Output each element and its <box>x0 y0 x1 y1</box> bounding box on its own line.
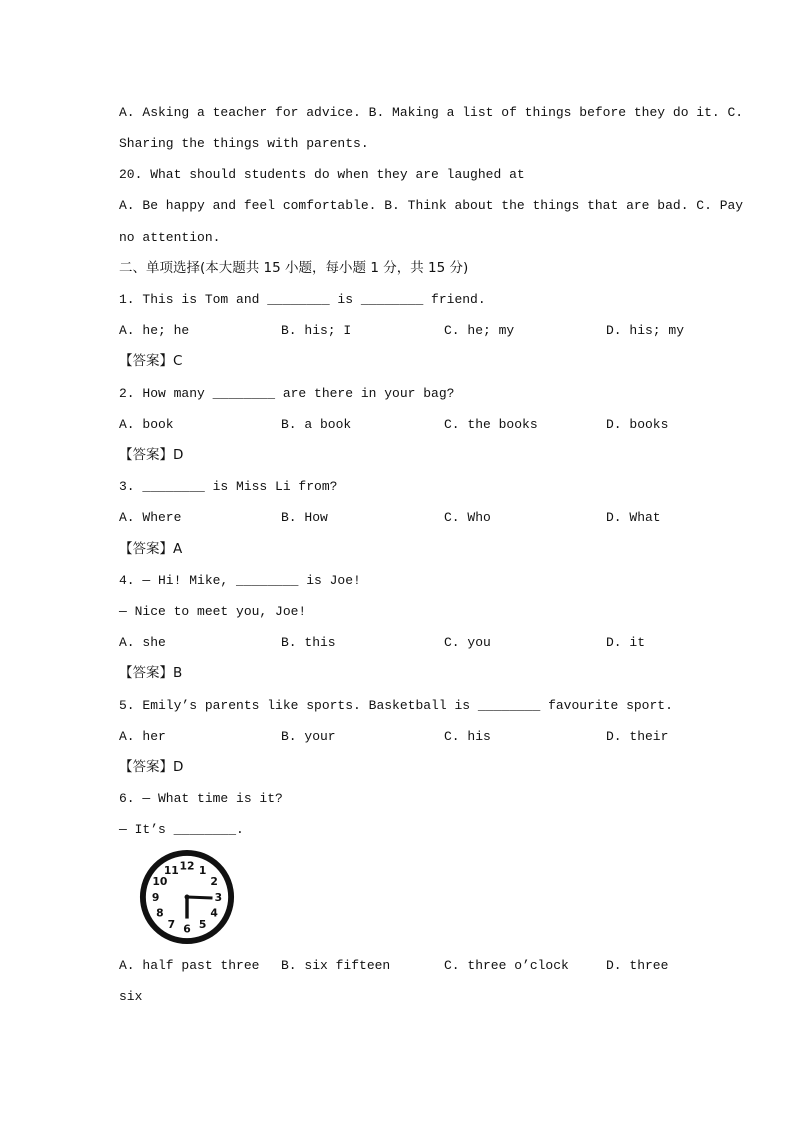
clock-numeral: 4 <box>210 906 218 920</box>
q3-answer: 【答案】A <box>119 541 183 557</box>
q2-answer: 【答案】D <box>119 447 184 463</box>
clock-numeral: 8 <box>156 906 164 920</box>
q5-option-a: A. her <box>119 729 166 744</box>
q5-answer: 【答案】D <box>119 759 184 775</box>
q2-option-c: C. the books <box>444 417 538 432</box>
q3-option-d: D. What <box>606 510 661 525</box>
q6-stem-reply: — It’s ________. <box>119 822 244 837</box>
q3-option-b: B. How <box>281 510 328 525</box>
clock-image <box>138 848 236 946</box>
q3-stem: 3. ________ is Miss Li from? <box>119 479 338 494</box>
q3-option-a: A. Where <box>119 510 182 525</box>
q5-option-d: D. their <box>606 729 669 744</box>
q2-option-b: B. a book <box>281 417 352 432</box>
q2-option-a: A. book <box>119 417 174 432</box>
q4-option-d: D. it <box>606 635 646 650</box>
q1-option-a: A. he; he <box>119 323 190 338</box>
q19-options-cont: Sharing the things with parents. <box>119 136 369 151</box>
q4-stem-reply: — Nice to meet you, Joe! <box>119 604 307 619</box>
q4-option-c: C. you <box>444 635 491 650</box>
q4-answer: 【答案】B <box>119 665 183 681</box>
clock-center <box>185 895 190 900</box>
clock-numeral: 10 <box>152 875 168 889</box>
q5-option-c: C. his <box>444 729 491 744</box>
q1-option-b: B. his; I <box>281 323 352 338</box>
clock-numeral: 2 <box>210 875 218 889</box>
clock-numeral: 9 <box>151 890 160 904</box>
q6-option-d: D. three <box>606 958 669 973</box>
q4-option-a: A. she <box>119 635 166 650</box>
q5-option-b: B. your <box>281 729 336 744</box>
q20-options-cont: no attention. <box>119 230 221 245</box>
clock-numeral: 7 <box>167 918 176 932</box>
clock-minute-hand <box>187 897 212 898</box>
clock-numeral: 12 <box>179 859 195 873</box>
section-heading: 二、单项选择(本大题共 15 小题，每小题 1 分，共 15 分) <box>119 260 469 276</box>
q6-option-d-cont: six <box>119 989 143 1004</box>
q1-answer: 【答案】C <box>119 353 183 369</box>
clock-numeral: 6 <box>183 922 191 936</box>
clock-numeral: 5 <box>198 918 207 932</box>
q1-option-c: C. he; my <box>444 323 515 338</box>
q20-options: A. Be happy and feel comfortable. B. Think about the things that are bad. C. Pay <box>119 198 744 213</box>
q6-option-c: C. three o’clock <box>444 958 569 973</box>
q1-stem: 1. This is Tom and ________ is ________ friend. <box>119 292 486 307</box>
q5-stem: 5. Emily’s parents like sports. Basketball is ________ favourite sport. <box>119 698 673 713</box>
q1-option-d: D. his; my <box>606 323 685 338</box>
q4-stem: 4. — Hi! Mike, ________ is Joe! <box>119 573 361 588</box>
clock-numeral: 3 <box>214 890 223 904</box>
q20-stem: 20. What should students do when they are laughed at <box>119 167 525 182</box>
clock-numeral: 1 <box>198 863 207 877</box>
q19-options: A. Asking a teacher for advice. B. Making a list of things before they do it. C. <box>119 105 744 120</box>
q2-option-d: D. books <box>606 417 669 432</box>
q6-option-b: B. six fifteen <box>281 958 391 973</box>
q3-option-c: C. Who <box>444 510 491 525</box>
q6-option-a: A. half past three <box>119 958 260 973</box>
clock-numeral: 11 <box>163 863 179 877</box>
q4-option-b: B. this <box>281 635 336 650</box>
q2-stem: 2. How many ________ are there in your bag? <box>119 386 455 401</box>
q6-stem: 6. — What time is it? <box>119 791 283 806</box>
